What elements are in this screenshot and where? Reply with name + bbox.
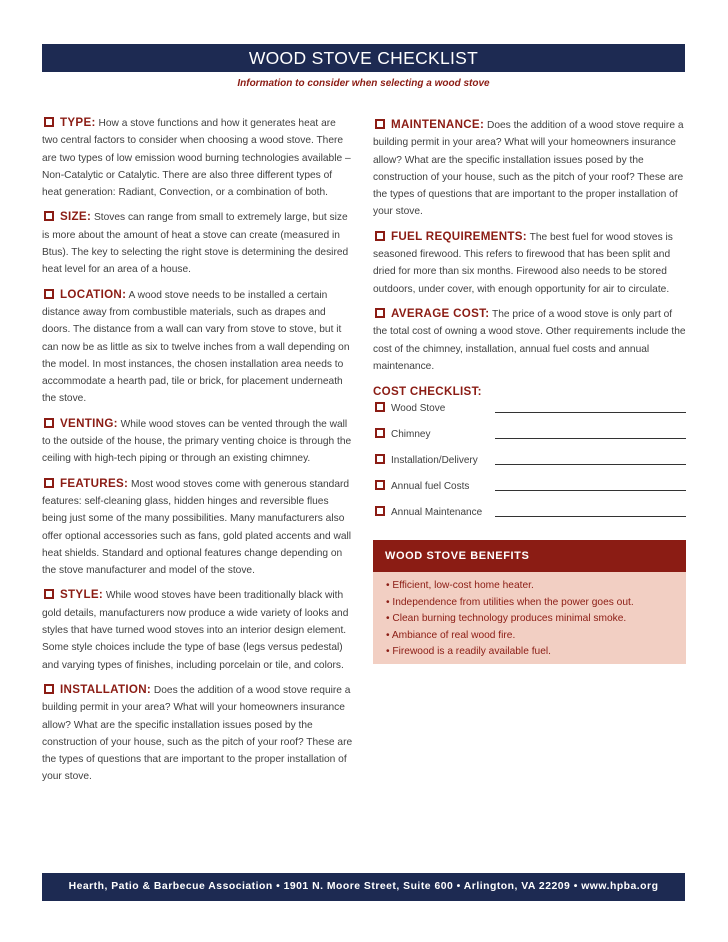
- section-text: Does the addition of a wood stove require a building permit in your area? What will your homeowners insurance allow? What are the specific installation issues posed by the construction of your house, such as the pitch of your roof? These are the types of questions that are important to the proper installation of your stove.: [373, 120, 684, 218]
- section-text: While wood stoves can be vented through the wall to the outside of the house, the primary venting choice is through the ceiling with high-tech piping or through an existing chimney.: [42, 418, 352, 465]
- footer-address: Hearth, Patio & Barbecue Association • 1901 N. Moore Street, Suite 600 • Arlington, VA 22209 • www.hpba.org: [68, 881, 659, 892]
- section-text: Most wood stoves come with generous standard features: self-cleaning glass, hidden hinges and reversible flues being just some of the many possibilities. Many manufacturers also offer optional accessories such as fans, gold plated accents and wall heat shields. Standard and optional features change depending on the stove manufacturer and model of the stove.: [42, 478, 352, 577]
- page-title-bar: [42, 44, 685, 72]
- checkbox-icon[interactable]: [44, 289, 54, 299]
- list-item: • Clean burning technology produces minimal smoke.: [386, 613, 627, 624]
- section-text: While wood stoves have been traditionally black with gold details, manufacturers now produce a wide variety of looks and styles that have turned wood stoves into an interior design element. Some style choices include the type of base (legs versus pedestal) and varying types of finishes, including porcelain or tile, and colors.: [42, 590, 349, 671]
- section-location: [42, 286, 354, 408]
- section-heading: MAINTENANCE:: [391, 118, 485, 131]
- list-item: • Ambiance of real wood fire.: [386, 629, 516, 641]
- section-venting: [42, 415, 354, 468]
- cost-entry-line[interactable]: [495, 464, 686, 465]
- cost-entry-line[interactable]: [495, 412, 686, 413]
- cost-entry-line[interactable]: [495, 438, 686, 439]
- section-text: Does the addition of a wood stove require a building permit in your area? What will your homeowners insurance allow? What are the specific installation issues posed by the construction of your house, such as the pitch of your roof? These are the types of questions that are important to the proper installation of your stove.: [42, 684, 353, 783]
- section-heading: INSTALLATION:: [60, 682, 152, 696]
- page-title: WOOD STOVE CHECKLIST: [248, 48, 479, 68]
- section-fuel-requirements: [373, 228, 686, 298]
- cost-row: [373, 422, 686, 448]
- section-text: The best fuel for wood stoves is seasoned firewood. This refers to firewood that has been split and dried for more than six months. Firewood also needs to be stored outdoors, under cover, with enough opportunity for air to circulate.: [373, 231, 673, 295]
- benefits-box: [373, 540, 686, 664]
- list-item: • Efficient, low-cost home heater.: [386, 580, 534, 591]
- checkbox-icon[interactable]: [44, 418, 54, 428]
- section-style: [42, 586, 354, 673]
- section-heading: VENTING:: [60, 416, 118, 430]
- checkbox-icon[interactable]: [44, 478, 54, 488]
- list-item: • Independence from utilities when the power goes out.: [386, 596, 634, 608]
- cost-label: Annual Maintenance: [391, 507, 483, 519]
- cost-label: Annual fuel Costs: [391, 481, 470, 493]
- cost-checklist-title: COST CHECKLIST:: [373, 385, 482, 399]
- cost-row: [373, 474, 686, 500]
- checkbox-icon[interactable]: [375, 480, 385, 490]
- section-text: How a stove functions and how it generates heat are two central factors to consider when choosing a wood stove. There are two types of low emission wood burning technologies available – Non-Catalytic or Catalytic. There are also three different types of heat generation: Radiant, Convection, or a combination of both.: [42, 118, 351, 199]
- cost-label: Wood Stove: [391, 403, 446, 415]
- checkbox-icon[interactable]: [375, 428, 385, 438]
- right-column: [373, 116, 686, 526]
- left-column: [42, 114, 354, 793]
- cost-checklist: [373, 396, 686, 526]
- benefits-list: [373, 572, 686, 661]
- page-subtitle: Information to consider when selecting a wood stove: [237, 78, 490, 89]
- cost-row: [373, 500, 686, 526]
- checkbox-icon[interactable]: [44, 117, 54, 127]
- section-heading: TYPE:: [60, 116, 96, 129]
- section-installation: [42, 681, 354, 786]
- benefits-title: WOOD STOVE BENEFITS: [373, 540, 686, 572]
- cost-entry-line[interactable]: [495, 516, 686, 517]
- section-size: [42, 208, 354, 278]
- section-text: Stoves can range from small to extremely large, but size is more about the amount of heat a stove can create (measured in Btus). The key to selecting the right stove is determining the desired heat level for an area of a house.: [42, 212, 349, 276]
- section-maintenance: [373, 116, 686, 221]
- checkbox-icon[interactable]: [44, 589, 54, 599]
- list-item: • Firewood is a readily available fuel.: [386, 646, 551, 657]
- section-heading: LOCATION:: [60, 287, 127, 301]
- section-heading: STYLE:: [60, 588, 104, 602]
- checkbox-icon[interactable]: [375, 454, 385, 464]
- section-type: [42, 114, 354, 201]
- checkbox-icon[interactable]: [375, 402, 385, 412]
- cost-row: [373, 448, 686, 474]
- section-text: The price of a wood stove is only part of the total cost of owning a wood stove. Other requirements include the cost of the chimney, installation, annual fuel costs and annual maintenance.: [373, 308, 686, 372]
- section-heading: FUEL REQUIREMENTS:: [391, 229, 527, 243]
- cost-label: Chimney: [391, 429, 431, 441]
- section-average-cost: [373, 305, 686, 375]
- section-features: [42, 475, 354, 580]
- cost-entry-line[interactable]: [495, 490, 686, 491]
- section-heading: FEATURES:: [60, 476, 129, 490]
- footer-bar: [42, 873, 685, 901]
- checkbox-icon[interactable]: [44, 211, 54, 221]
- checkbox-icon[interactable]: [375, 231, 385, 241]
- section-heading: SIZE:: [60, 210, 92, 224]
- cost-row: [373, 396, 686, 422]
- section-text: A wood stove needs to be installed a certain distance away from combustible materials, such as drapes and doors. The distance from a wall can vary from stove to stove, but it can now be as little as six to twelve inches from a wall depending on the model. In most instances, the chosen installation area needs to accommodate a hearth pad, tile or brick, for placement underneath the stove.: [42, 289, 350, 405]
- cost-label: Installation/Delivery: [391, 455, 478, 467]
- checkbox-icon[interactable]: [375, 506, 385, 516]
- checkbox-icon[interactable]: [375, 119, 385, 129]
- checkbox-icon[interactable]: [375, 308, 385, 318]
- checkbox-icon[interactable]: [44, 684, 54, 694]
- section-heading: AVERAGE COST:: [391, 306, 490, 320]
